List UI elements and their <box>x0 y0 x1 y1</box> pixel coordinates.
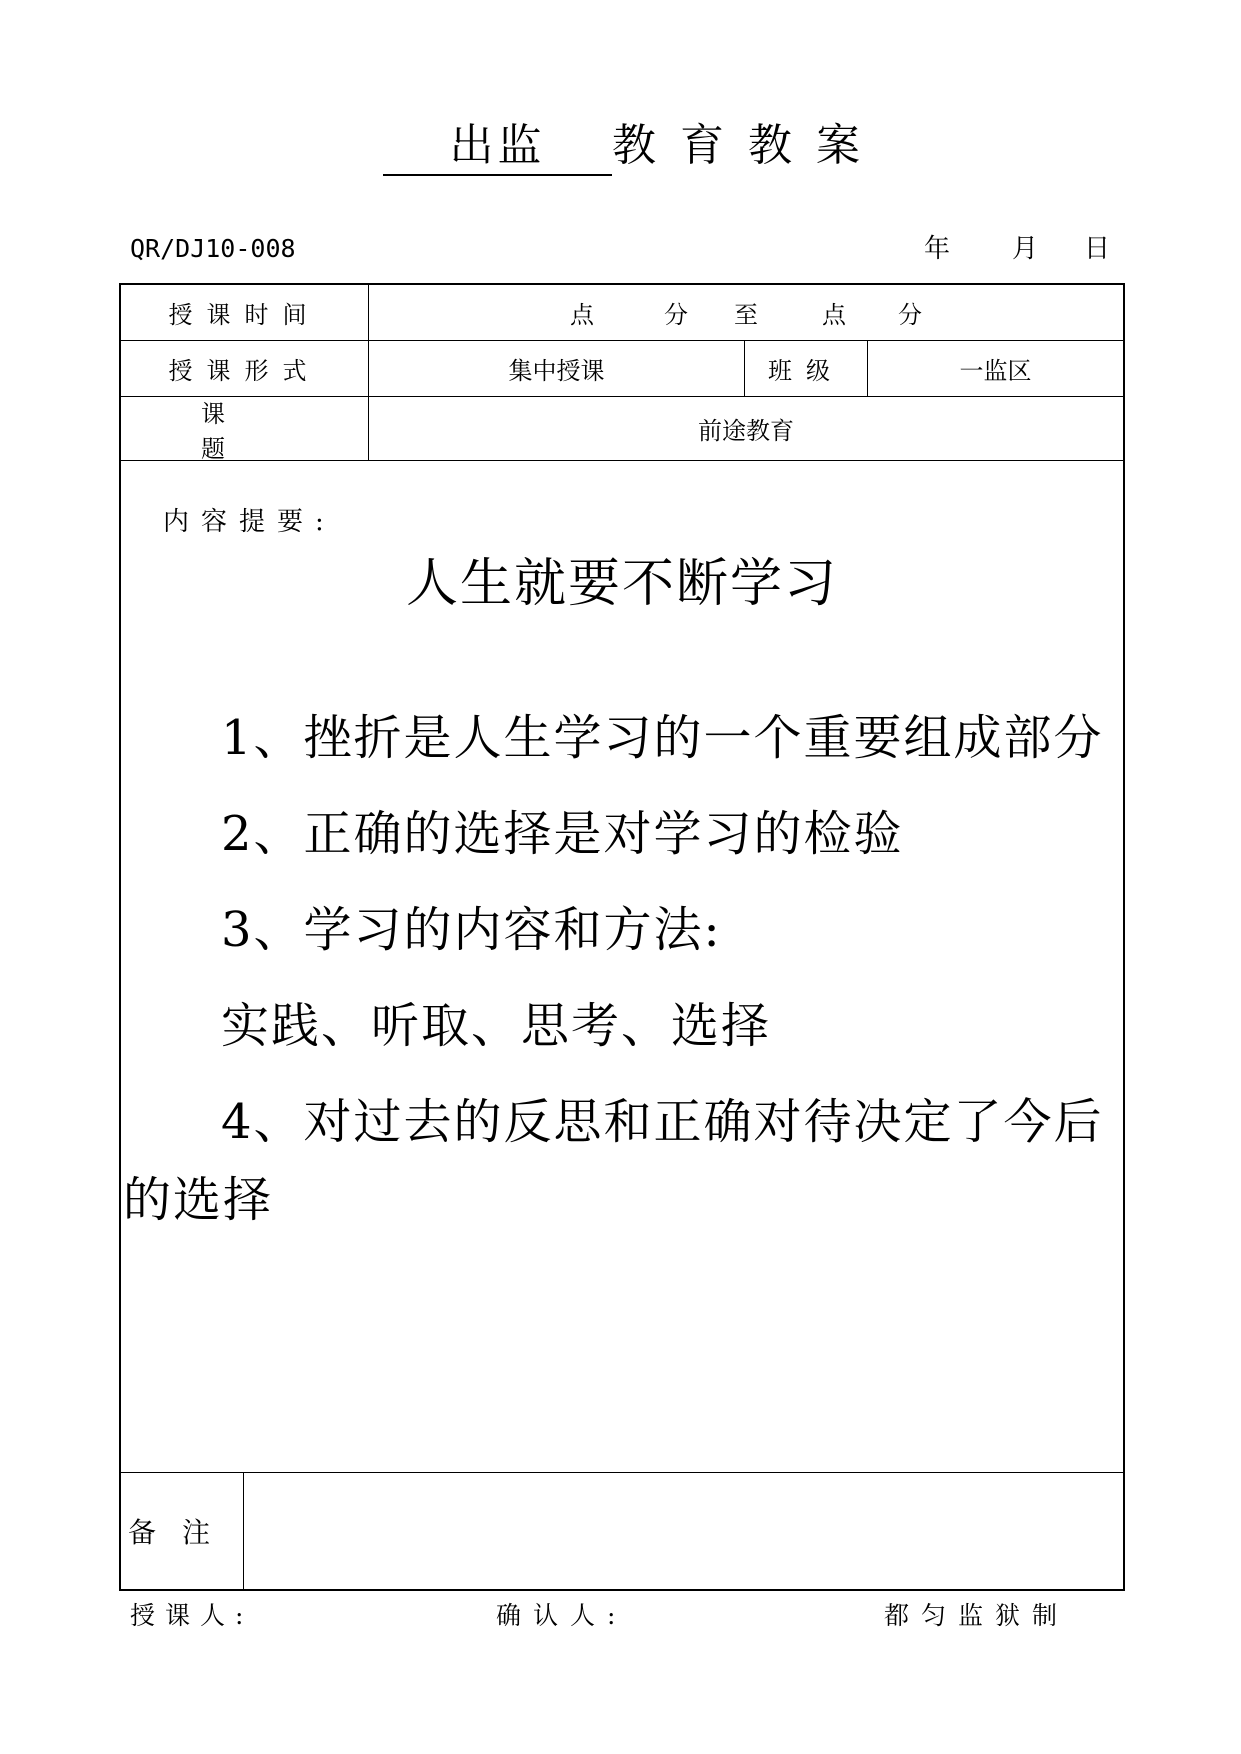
summary-item-3: 3、学习的内容和方法: <box>221 902 722 958</box>
title-main-text: 教育教案 <box>612 120 884 171</box>
notes-label: 备注 <box>127 1516 236 1549</box>
time-to: 至 <box>734 301 758 329</box>
summary-item-3-detail: 实践、听取、思考、选择 <box>221 998 772 1054</box>
topic-value: 前途教育 <box>368 397 1123 460</box>
form-label: 授课形式 <box>168 357 321 385</box>
title-fill-in: 出监 <box>383 118 612 176</box>
time-row <box>121 285 1123 341</box>
meta-row <box>130 232 1110 266</box>
document-title <box>0 118 1241 188</box>
lesson-plan-table <box>119 283 1125 1591</box>
form-row <box>121 341 1123 397</box>
time-hour-start: 点 <box>570 301 594 329</box>
time-label: 授课时间 <box>168 301 321 329</box>
summary-heading: 人生就要不断学习 <box>405 554 838 614</box>
issuer-label: 都匀监狱制 <box>884 1601 1070 1630</box>
notes-field[interactable] <box>243 1473 1123 1589</box>
topic-label: 课题 <box>201 399 305 463</box>
date-year-label: 年 <box>924 234 951 264</box>
confirmer-signature-label: 确认人: <box>496 1601 628 1630</box>
summary-label: 内容提要: <box>163 507 336 537</box>
summary-item-4-continued: 的选择 <box>123 1172 274 1228</box>
summary-item-1: 1、挫折是人生学习的一个重要组成部分 <box>221 710 1104 766</box>
form-value: 集中授课 <box>368 341 744 396</box>
summary-item-4: 4、对过去的反思和正确对待决定了今后 <box>221 1094 1104 1150</box>
summary-section <box>121 461 1123 1473</box>
class-label: 班级 <box>744 341 867 396</box>
signature-footer <box>130 1598 1090 1634</box>
class-value: 一监区 <box>867 341 1123 396</box>
time-minute-end: 分 <box>898 301 922 329</box>
summary-item-2: 2、正确的选择是对学习的检验 <box>221 806 904 862</box>
date-day-label: 日 <box>1084 234 1111 264</box>
notes-row <box>121 1473 1123 1589</box>
topic-row <box>121 397 1123 461</box>
date-month-label: 月 <box>1012 234 1039 264</box>
time-hour-end: 点 <box>822 301 846 329</box>
time-value <box>368 285 1123 340</box>
time-minute-start: 分 <box>664 301 688 329</box>
document-code: QR/DJ10-008 <box>130 234 296 263</box>
teacher-signature-label: 授课人: <box>130 1601 254 1630</box>
